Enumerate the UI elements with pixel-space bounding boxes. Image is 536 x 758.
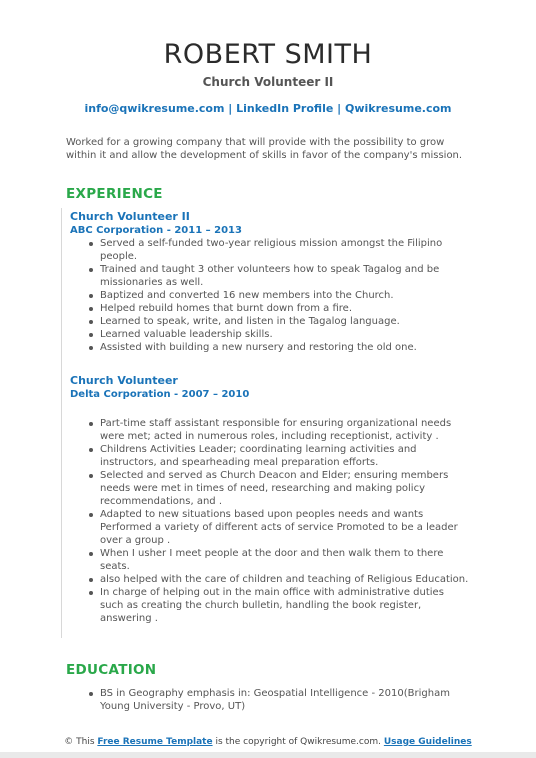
footer-bar [0,752,536,758]
website-link[interactable]: Qwikresume.com [345,102,452,115]
job-entry [70,210,470,354]
contact-separator: | [333,102,345,115]
bullet-item: In charge of helping out in the main office with administrative duties such as creating the church bulletin, handling the book register, answering . [70,586,470,625]
bullet-item: Baptized and converted 16 new members into the Church. [70,289,470,302]
bullet-item: Childrens Activities Leader; coordinating learning activities and instructors, and spearheading meal preparation efforts. [70,443,470,469]
job-entry [70,374,470,625]
education-entry [70,687,470,713]
candidate-title: Church Volunteer II [202,75,334,89]
bullet-item: also helped with the care of children and teaching of Religious Education. [70,573,470,586]
bullet-item: When I usher I meet people at the door and then walk them to there seats. [70,547,470,573]
experience-divider [61,208,62,638]
job-role: Church Volunteer II [70,210,190,223]
bullet-item: Adapted to new situations based upon peoples needs and wants Performed a variety of different acts of service Promoted to be a leader over a group . [70,508,470,547]
job-role: Church Volunteer [70,374,178,387]
contact-line [0,101,536,117]
job-bullets [70,417,470,625]
free-resume-template-link[interactable]: Free Resume Template [97,737,213,747]
education-bullets [70,687,470,713]
footer-copyright [0,736,536,748]
candidate-name: ROBERT SMITH [163,39,373,70]
experience-heading: EXPERIENCE [66,186,163,202]
bullet-item: Learned to speak, write, and listen in the Tagalog language. [70,315,470,328]
job-company: Delta Corporation - 2007 – 2010 [70,389,250,400]
bullet-item: Helped rebuild homes that burnt down from a fire. [70,302,470,315]
footer-prefix: © This [64,737,98,747]
job-bullets [70,237,470,354]
summary-text: Worked for a growing company that will provide with the possibility to grow within it and allow the development of skills in favor of the company's mission. [66,137,463,161]
education-heading: EDUCATION [66,662,157,678]
bullet-item: Learned valuable leadership skills. [70,328,470,341]
bullet-item: Assisted with building a new nursery and restoring the old one. [70,341,470,354]
linkedin-link[interactable]: LinkedIn Profile [236,102,334,115]
job-company: ABC Corporation - 2011 – 2013 [70,225,242,236]
bullet-item: Selected and served as Church Deacon and Elder; ensuring members needs were met in times of need, researching and making policy recommendations, and . [70,469,470,508]
bullet-item: BS in Geography emphasis in: Geospatial Intelligence - 2010(Brigham Young University - Provo, UT) [70,687,470,713]
bullet-item: Trained and taught 3 other volunteers how to speak Tagalog and be missionaries as well. [70,263,470,289]
usage-guidelines-link[interactable]: Usage Guidelines [383,737,472,747]
contact-separator: | [224,102,237,115]
bullet-item: Part-time staff assistant responsible for ensuring organizational needs were met; acted in numerous roles, including receptionist, activity . [70,417,470,443]
bullet-item: Served a self-funded two-year religious mission amongst the Filipino people. [70,237,470,263]
email-link[interactable]: info@qwikresume.com [84,102,225,115]
footer-middle: is the copyright of Qwikresume.com. [212,737,384,747]
